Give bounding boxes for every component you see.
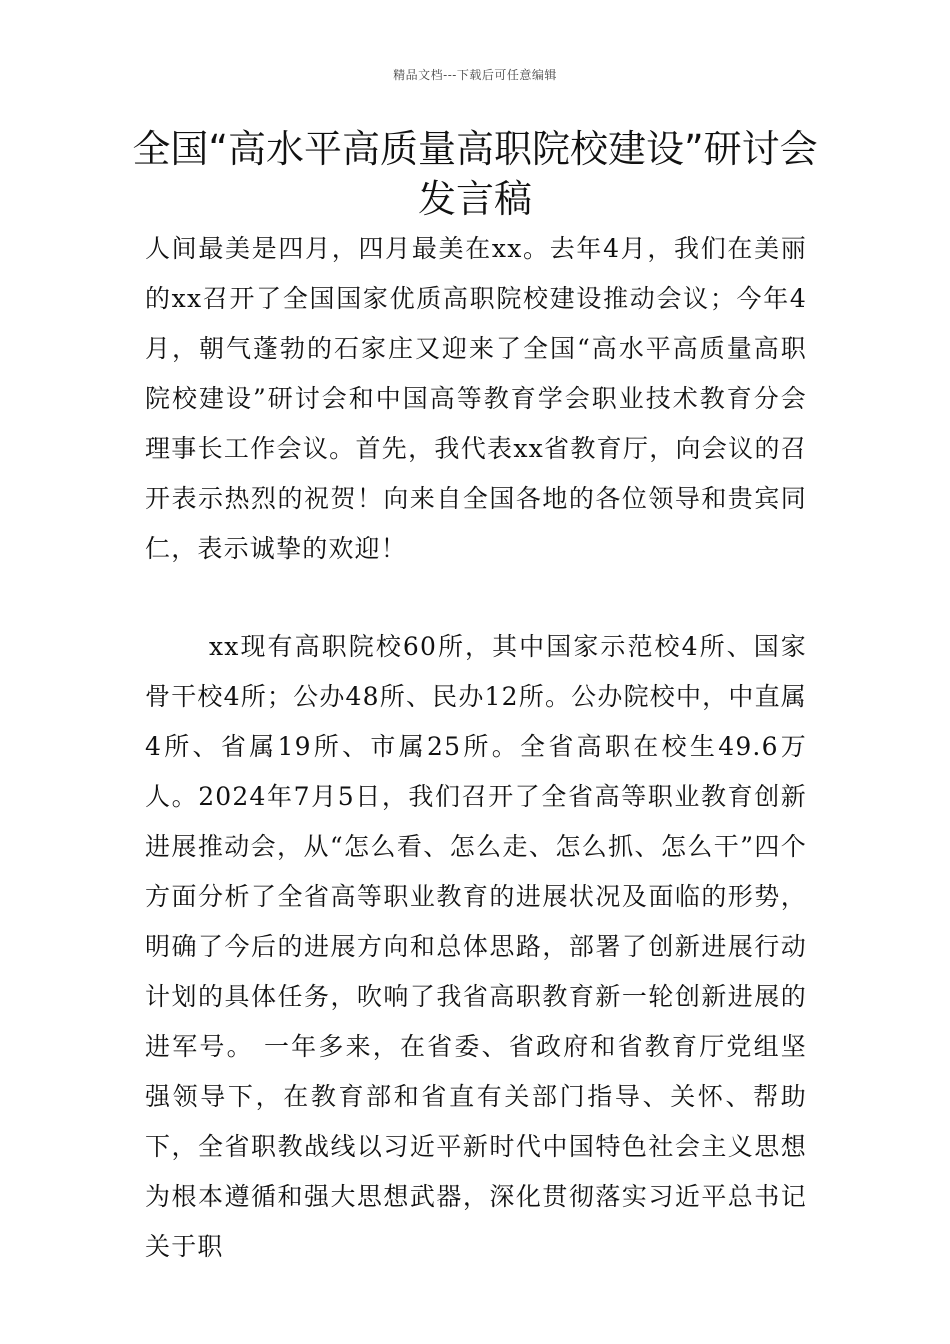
paragraph-1: 人间最美是四月，四月最美在xx。去年4月，我们在美丽的xx召开了全国国家优质高职院校建设推动会议；今年4月，朝气蓬勃的石家庄又迎来了全国“高水平高质量高职院校建设”研讨会和中国高等教育学会职业技术教育分会理事长工作会议。首先，我代表xx省教育厅，向会议的召开表示热烈的祝贺！向来自全国各地的各位领导和贵宾同仁，表示诚挚的欢迎！ xyxy=(145,234,807,563)
paragraph-2: xx现有高职院校60所，其中国家示范校4所、国家骨干校4所；公办48所、民办12所。公办院校中，中直属4所、省属19所、市属25所。全省高职在校生49.6万人。2024年7月5日，我们召开了全省高等职业教育创新进展推动会，从“怎么看、怎么走、怎么抓、怎么干”四个方面分析了全省高等职业教育的进展状况及面临的形势，明确了今后的进展方向和总体思路，部署了创新进展行动计划的具体任务，吹响了我省高职教育新一轮创新进展的进军号。 一年多来，在省委、省政府和省教育厅党组坚强领导下，在教育部和省直有关部门指导、关怀、帮助下，全省职教战线以习近平新时代中国特色社会主义思想为根本遵循和强大思想武器，深化贯彻落实习近平总书记关于职 xyxy=(145,632,807,1261)
document-title: 全国“高水平高质量高职院校建设”研讨会发言稿 xyxy=(132,127,818,221)
header-note: 精品文档---下载后可任意编辑 xyxy=(393,68,557,82)
